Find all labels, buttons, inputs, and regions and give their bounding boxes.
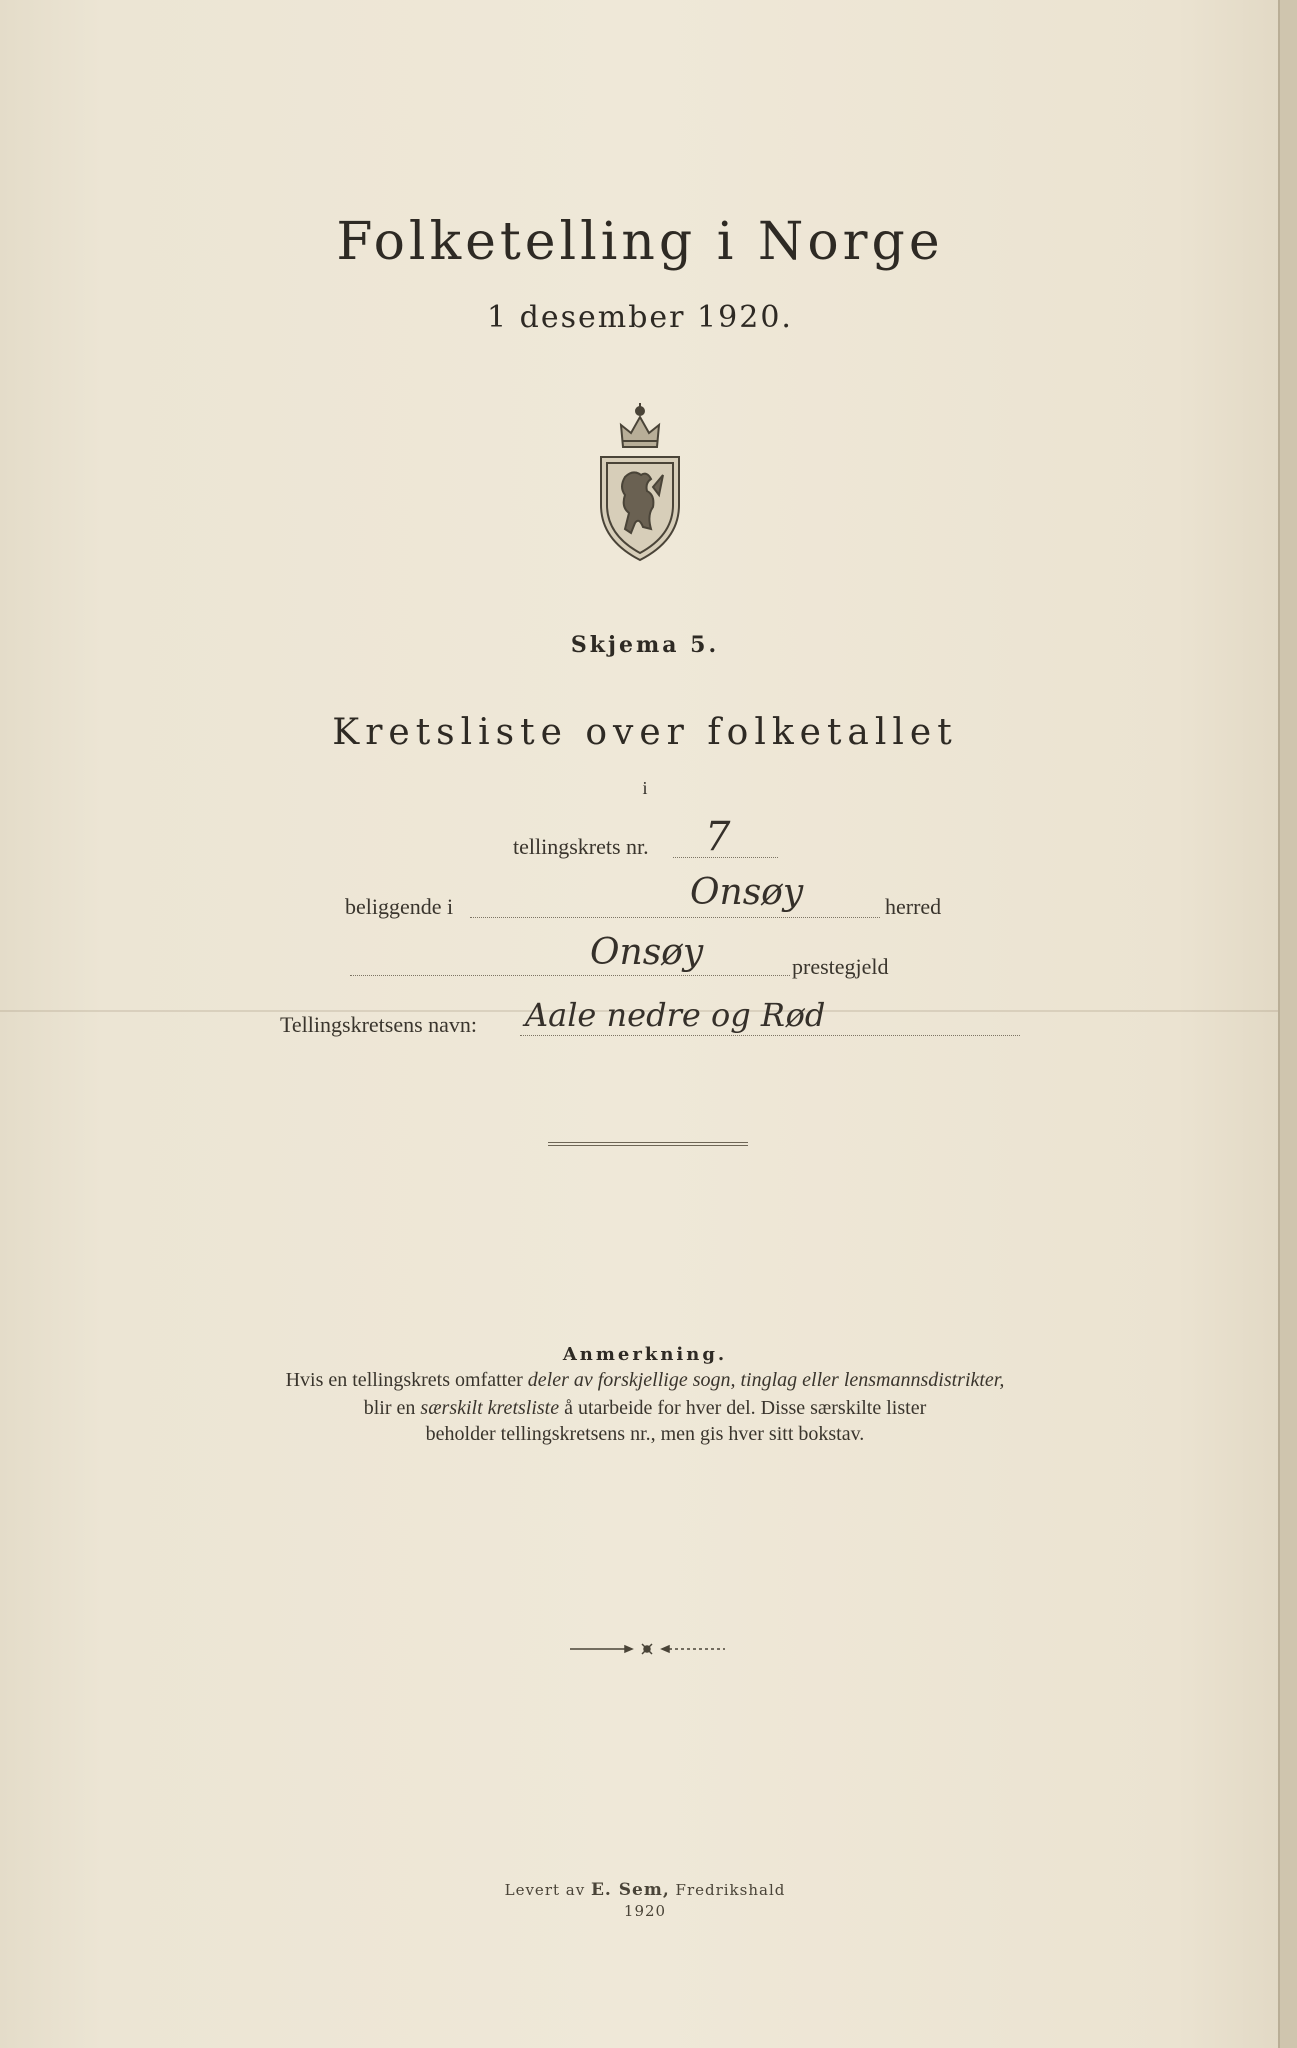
note-emphasis: særskilt kretsliste xyxy=(420,1397,560,1419)
printer-name: E. Sem, xyxy=(590,1880,670,1900)
schema-label: Skjema 5. xyxy=(570,632,720,658)
note-line-2 xyxy=(0,1397,1290,1420)
printer-place: Fredrikshald xyxy=(669,1881,786,1899)
norwegian-coat-of-arms-icon xyxy=(595,395,685,565)
krets-name-label: Tellingskretsens navn: xyxy=(280,1012,478,1037)
document-date: 1 desember 1920. xyxy=(487,300,793,335)
section-divider xyxy=(548,1142,748,1146)
note-emphasis: deler av forskjellige sogn, tinglag eller lensmannsdistrikter, xyxy=(527,1369,1005,1391)
beliggende-label: beliggende i xyxy=(345,894,454,919)
krets-name-line xyxy=(520,1034,1020,1036)
page-edge xyxy=(1278,0,1297,2048)
prestegjeld-value: Onsøy xyxy=(590,932,704,973)
prestegjeld-label: prestegjeld xyxy=(792,954,889,979)
printer-prefix: Levert av xyxy=(504,1881,591,1899)
herred-value: Onsøy xyxy=(690,872,804,913)
note-heading: Anmerkning. xyxy=(562,1344,728,1365)
note-text: blir en xyxy=(363,1397,421,1419)
note-text: å utarbeide for hver del. Disse særskilte lister xyxy=(559,1397,927,1419)
document-title: Folketelling i Norge xyxy=(336,212,944,272)
printer-line xyxy=(0,1880,1290,1900)
krets-name-value: Aale nedre og Rød xyxy=(525,996,826,1034)
document-subtitle: Kretsliste over folketallet xyxy=(332,712,958,753)
prestegjeld-line xyxy=(350,974,790,976)
printer-year: 1920 xyxy=(623,1902,667,1920)
krets-number-label: tellingskrets nr. xyxy=(513,834,649,859)
preposition: i xyxy=(642,778,648,798)
note-text: Hvis en tellingskrets omfatter xyxy=(285,1369,528,1391)
herred-line xyxy=(470,916,880,918)
krets-number-value: 7 xyxy=(705,814,731,860)
ornament-divider-icon xyxy=(570,1642,725,1656)
note-line-1 xyxy=(0,1369,1290,1392)
note-line-3: beholder tellingskretsens nr., men gis hver sitt bokstav. xyxy=(425,1423,865,1445)
herred-label: herred xyxy=(885,894,942,919)
